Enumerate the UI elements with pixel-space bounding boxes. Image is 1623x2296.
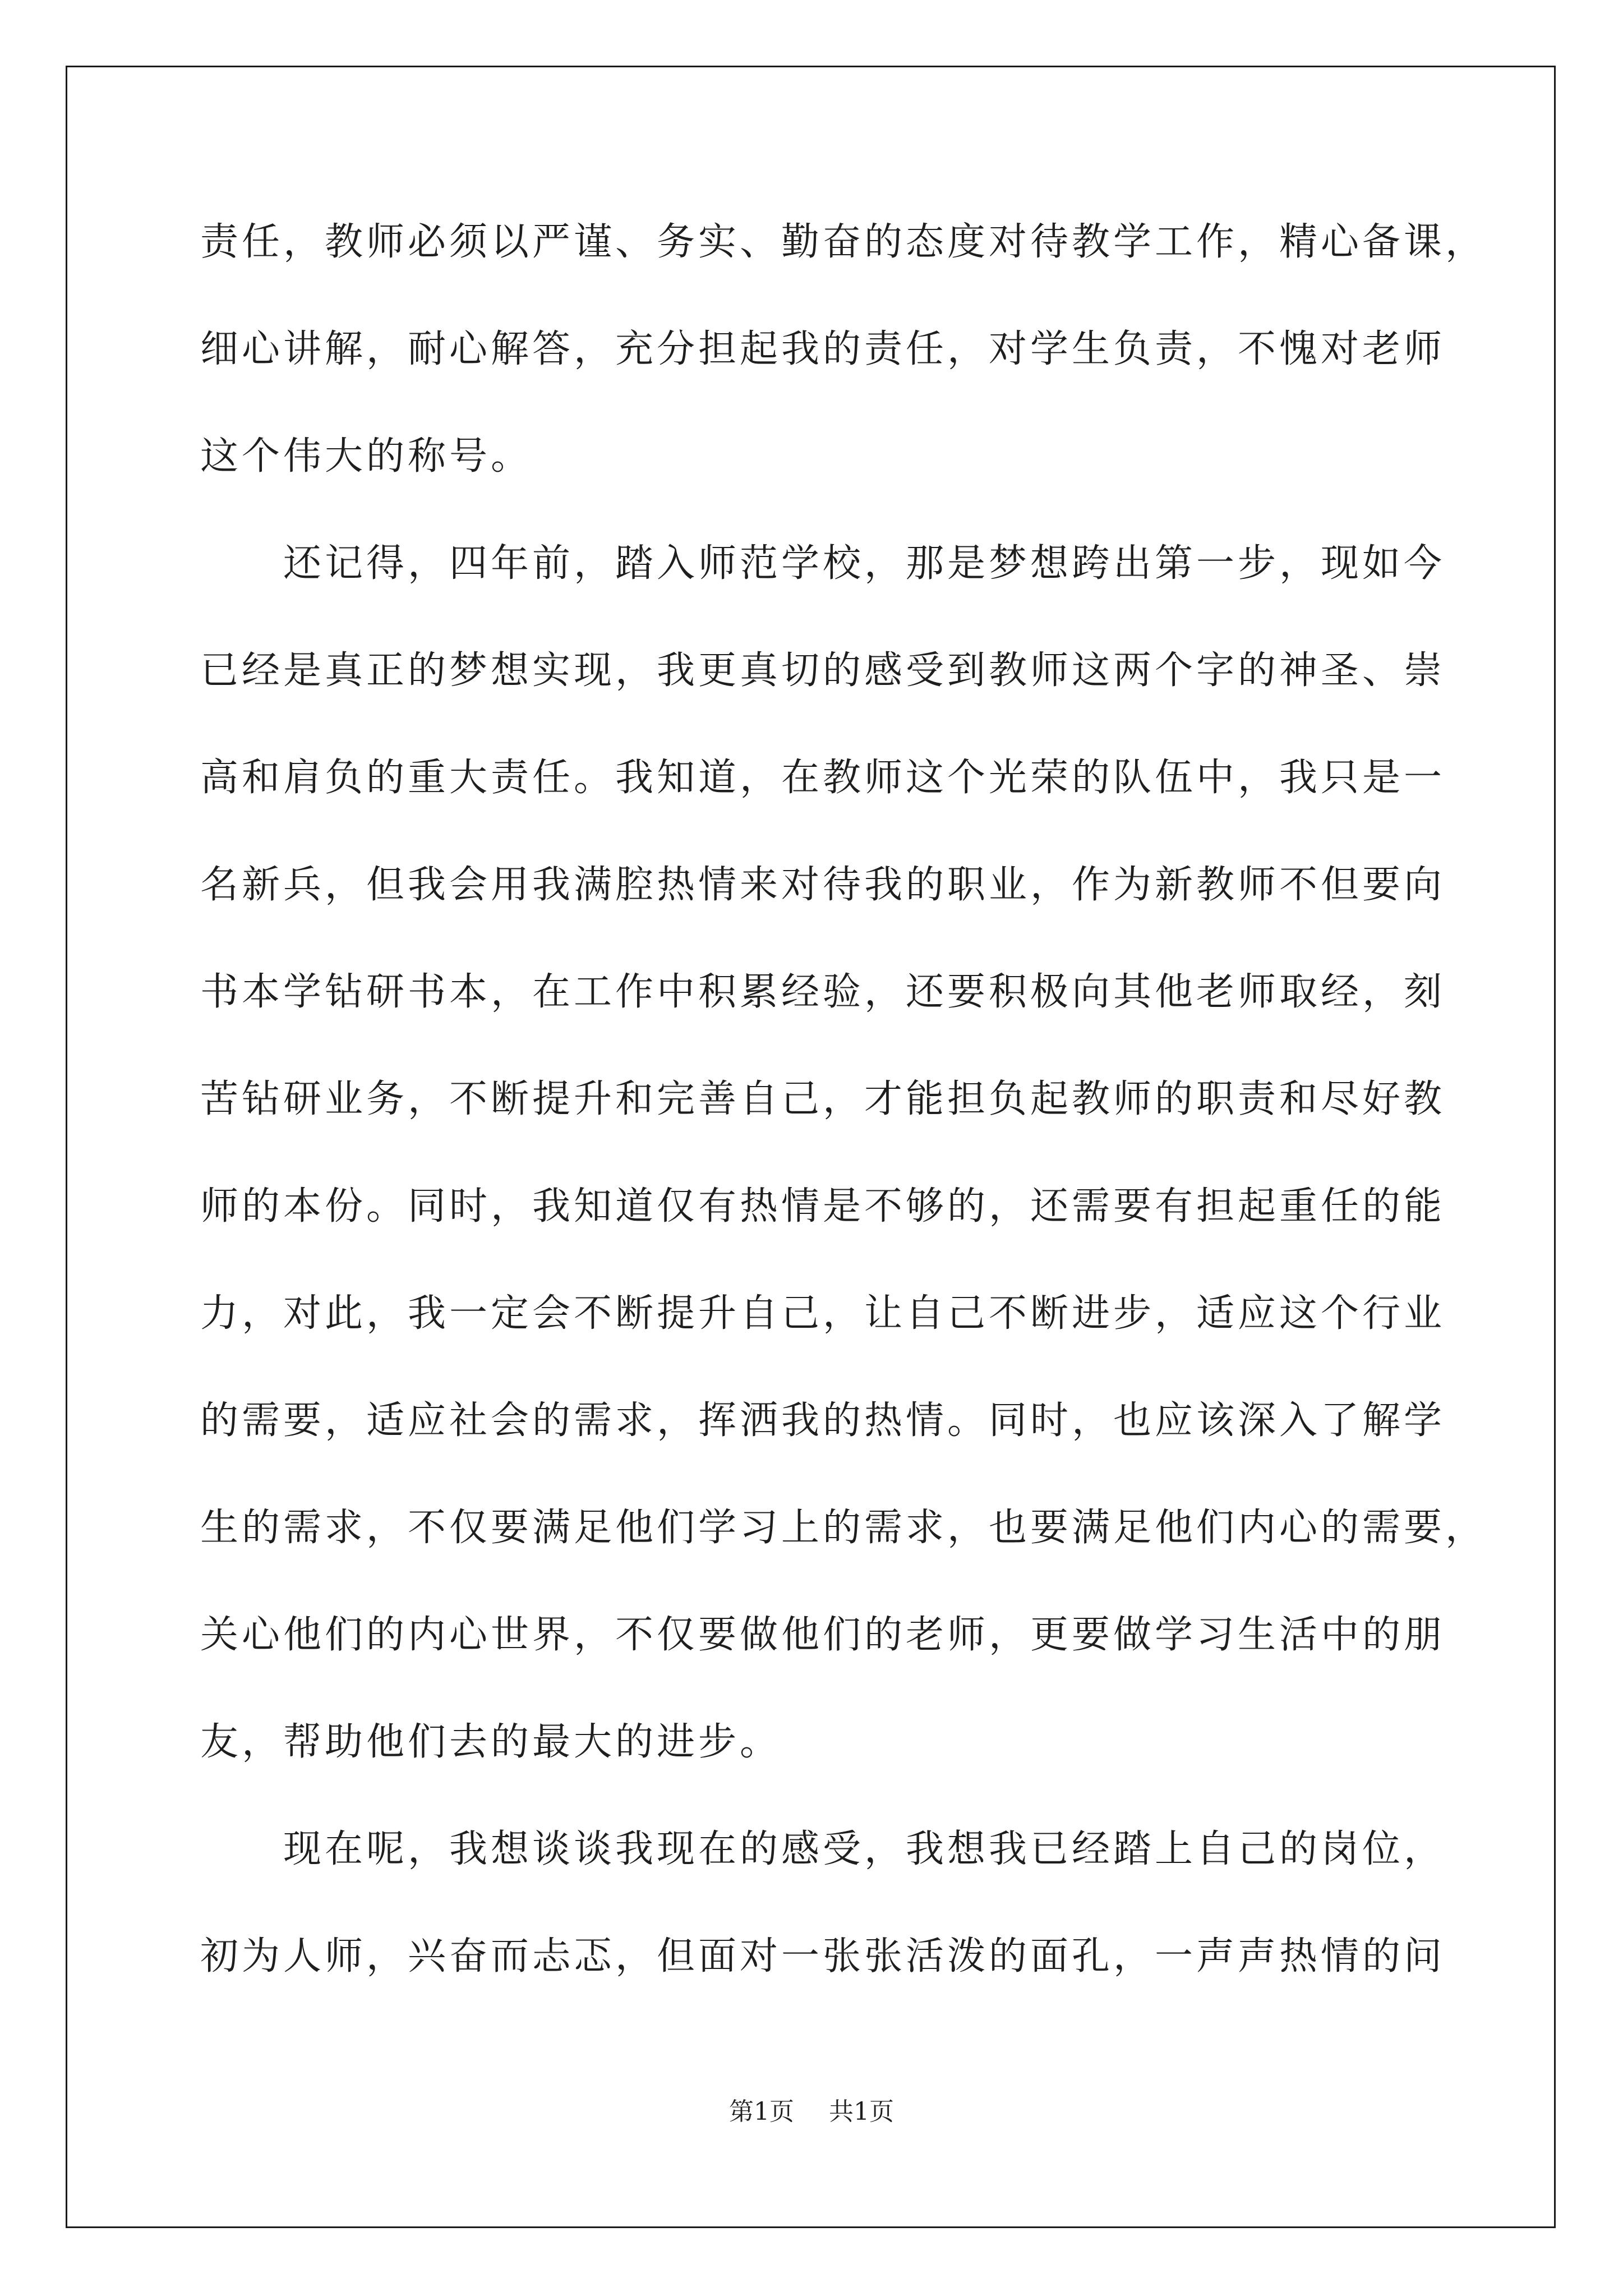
text-line: 名新兵，但我会用我满腔热情来对待我的职业，作为新教师不但要向 <box>200 863 1446 907</box>
paragraph-first-line: 现在呢，我想谈谈我现在的感受，我想我已经踏上自己的岗位， <box>283 1827 1446 1871</box>
text-line: 友，帮助他们去的最大的进步。 <box>200 1720 782 1764</box>
text-line: 责任，教师必须以严谨、务实、勤奋的态度对待教学工作，精心备课， <box>200 220 1487 264</box>
text-line: 这个伟大的称号。 <box>200 434 533 478</box>
text-line: 的需要，适应社会的需求，挥洒我的热情。同时，也应该深入了解学 <box>200 1398 1446 1443</box>
text-line: 已经是真正的梦想实现，我更真切的感受到教师这两个字的神圣、崇 <box>200 648 1446 693</box>
paragraph-first-line: 还记得，四年前，踏入师范学校，那是梦想跨出第一步，现如今 <box>283 541 1446 586</box>
page-number: 第1页 <box>729 2097 794 2126</box>
document-body <box>200 188 1487 2010</box>
text-line: 师的本份。同时，我知道仅有热情是不够的，还需要有担起重任的能 <box>200 1184 1446 1228</box>
page-footer <box>0 2091 1623 2127</box>
text-line: 高和肩负的重大责任。我知道，在教师这个光荣的队伍中，我只是一 <box>200 756 1446 800</box>
text-line: 生的需求，不仅要满足他们学习上的需求，也要满足他们内心的需要， <box>200 1506 1487 1550</box>
text-line: 力，对此，我一定会不断提升自己，让自己不断进步，适应这个行业 <box>200 1291 1446 1336</box>
text-line: 细心讲解，耐心解答，充分担起我的责任，对学生负责，不愧对老师 <box>200 327 1446 371</box>
text-line: 书本学钻研书本，在工作中积累经验，还要积极向其他老师取经，刻 <box>200 970 1446 1014</box>
page-total: 共1页 <box>829 2097 894 2126</box>
text-line: 初为人师，兴奋而忐忑，但面对一张张活泼的面孔，一声声热情的问 <box>200 1934 1446 1978</box>
text-line: 苦钻研业务，不断提升和完善自己，才能担负起教师的职责和尽好教 <box>200 1077 1446 1121</box>
text-line: 关心他们的内心世界，不仅要做他们的老师，更要做学习生活中的朋 <box>200 1613 1446 1657</box>
